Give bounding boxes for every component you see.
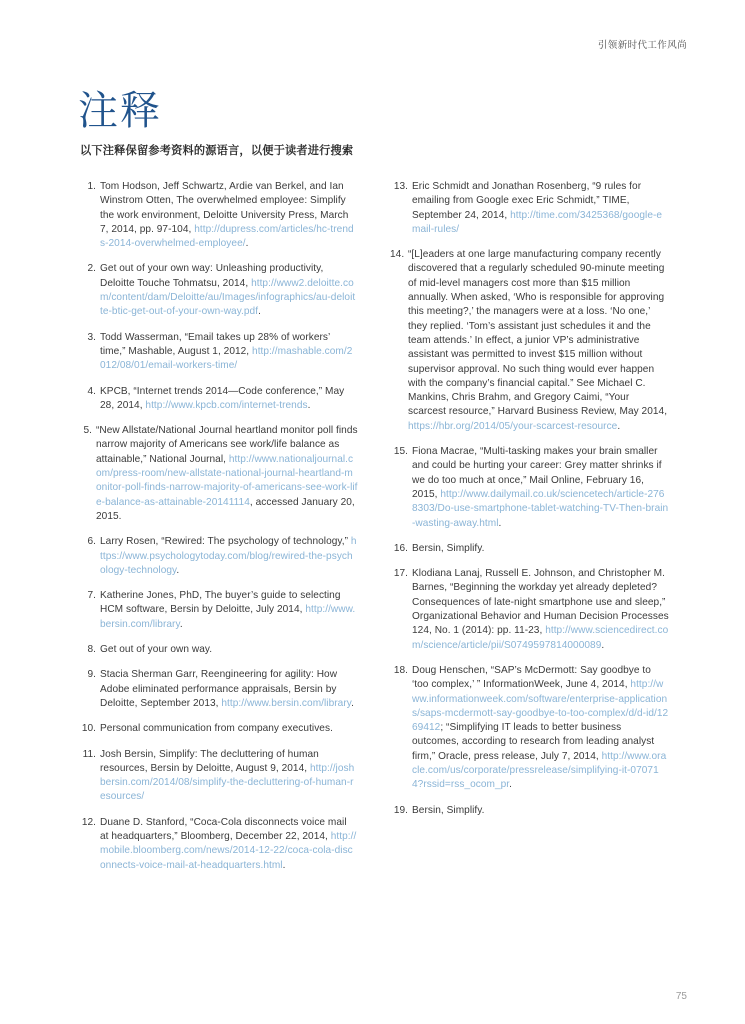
note-citation-tail: ; “Simplifying IT leads to better business outcomes, according to research from leading analyst firm,” Oracle, press release, July 7, 2014, <box>412 722 655 762</box>
note-number: 1. <box>87 181 96 192</box>
note-url-link[interactable]: https://www.psychologytoday.com/blog/rewired-the-psychology-technology <box>100 536 357 576</box>
note-url-link[interactable]: http://www.kpcb.com/internet-trends <box>145 399 308 411</box>
note-citation-tail: . <box>282 859 286 871</box>
note-number: 2. <box>87 263 96 275</box>
note-number: 19. <box>393 804 408 816</box>
note-number: 12. <box>81 816 96 828</box>
note-text <box>412 567 670 653</box>
note-text <box>100 331 358 374</box>
note-url-link[interactable]: http://www.bersin.com/library <box>100 604 356 630</box>
page-subtitle: 以下注释保留参考资料的源语言，以便于读者进行搜索 <box>80 145 354 157</box>
notes-column-left <box>78 180 358 873</box>
note-url-link[interactable]: http://www2.deloitte.com/content/dam/Deloitte/au/Images/infographics/au-deloitte-btic-get-out-of-your-own-way.pdf <box>100 277 356 318</box>
note-number: 8. <box>87 644 96 656</box>
note-citation-tail: . <box>601 639 605 651</box>
note-url-link[interactable]: http://www.informationweek.com/software/enterprise-applications/saps-mcdermott-say-goodbye-to-too-complex/d/d-id/1269412 <box>412 679 669 734</box>
notes-list-left <box>78 180 358 873</box>
running-header: 引领新时代工作风尚 <box>597 40 687 51</box>
note-url-link[interactable]: https://hbr.org/2014/05/your-scarcest-resource <box>408 420 618 432</box>
note-number: 13. <box>393 181 408 192</box>
note-text <box>100 643 358 657</box>
note-text <box>408 248 670 434</box>
note-citation-text: Bersin, Simplify. <box>412 542 485 554</box>
page-number: 75 <box>675 991 687 1002</box>
note-citation-text: Fiona Macrae, “Multi-tasking makes your brain smaller and could be hurting your career: Grey matter shrinks if we do too much at once,” Mail Online, February 16, 2015, <box>412 446 662 500</box>
note-text <box>412 664 670 793</box>
note-citation-tail: . <box>351 697 354 709</box>
note-url-link[interactable]: http://www.sciencedirect.com/science/article/pii/S0749597814000089 <box>412 625 669 651</box>
note-item <box>78 385 358 414</box>
note-citation-text: KPCB, “Internet trends 2014—Code conference,” May 28, 2014, <box>100 385 345 411</box>
note-item <box>390 804 670 818</box>
note-citation-text: Get out of your own way. <box>100 644 213 656</box>
note-item <box>390 248 670 434</box>
note-url-link[interactable]: http://mashable.com/2012/08/01/email-workers-time/ <box>100 345 353 372</box>
note-number: 14. <box>390 249 405 261</box>
note-item <box>78 722 358 736</box>
note-item <box>78 535 358 578</box>
note-number: 7. <box>87 590 96 602</box>
note-url-link[interactable]: http://joshbersin.com/2014/08/simplify-the-decluttering-of-human-resources/ <box>100 762 355 803</box>
notes-column-right <box>390 180 670 873</box>
note-citation-tail: . <box>258 306 261 318</box>
note-url-link[interactable]: http://mobile.bloomberg.com/news/2014-12-22/coca-cola-disconnects-voice-mail-at-headquarters.html <box>100 830 357 871</box>
note-text <box>100 535 358 578</box>
note-url-link[interactable]: http://www.nationaljournal.com/press-room/new-allstate-national-journal-heartland-monitor-poll-finds-narrow-majority-of-americans-see-work-life-balance-as-attainable-20141114 <box>96 453 358 508</box>
note-number: 5. <box>83 425 92 437</box>
note-number: 3. <box>87 331 96 343</box>
note-citation-tail: . <box>179 618 183 630</box>
note-url-link[interactable]: http://dupress.com/articles/hc-trends-2014-overwhelmed-employee/ <box>100 223 354 250</box>
note-citation-text: “New Allstate/National Journal heartland monitor poll finds narrow majority of Americans see work/life balance as attainable,” National Journal, <box>96 425 358 465</box>
note-text <box>100 180 358 251</box>
note-item <box>78 589 358 632</box>
note-number: 10. <box>81 723 96 735</box>
note-citation-text: Duane D. Stanford, “Coca-Cola disconnects voice mail at headquarters,” Bloomberg, December 22, 2014, <box>100 816 347 842</box>
note-text <box>100 385 358 414</box>
note-text <box>412 180 670 237</box>
note-number: 11. <box>82 748 96 760</box>
note-url-link[interactable]: http://www.bersin.com/library <box>221 697 352 709</box>
note-citation-text: Personal communication from company executives. <box>100 723 333 735</box>
page-title: 注释 <box>78 89 162 133</box>
note-citation-text: Stacia Sherman Garr, Reengineering for agility: How Adobe eliminated performance appraisals, Bersin by Deloitte, September 2013, <box>100 669 338 709</box>
note-citation-text: Klodiana Lanaj, Russell E. Johnson, and Christopher M. Barnes, “Beginning the workday yet already depleted? Consequences of late-night smartphone use and sleep,” Organizational Behavior and Human Decision Processes 124, No. 1 (2014): pp. 11-23, <box>412 568 669 637</box>
note-number: 6. <box>87 536 96 548</box>
note-citation-tail: . <box>498 517 502 529</box>
note-citation-text: Tom Hodson, Jeff Schwartz, Ardie van Berkel, and Ian Winstrom Otten, The overwhelmed employee: Simplify the work environment, Deloitte University Press, March 7, 2014, pp. 97-104, <box>100 181 349 235</box>
note-text <box>96 424 358 524</box>
note-number: 15. <box>393 446 408 458</box>
note-text <box>100 748 358 805</box>
note-item <box>78 262 358 319</box>
note-item <box>78 668 358 711</box>
note-citation-text: Get out of your own way: Unleashing productivity, Deloitte Touche Tohmatsu, 2014, <box>100 263 324 289</box>
note-citation-text: Josh Bersin, Simplify: The decluttering of human resources, Bersin by Deloitte, August 9, 2014, <box>100 748 319 774</box>
note-citation-text: Bersin, Simplify. <box>412 804 485 816</box>
note-text <box>100 722 358 736</box>
notes-columns <box>78 180 670 873</box>
note-item <box>390 567 670 653</box>
note-number: 17. <box>393 568 408 580</box>
note-citation-tail: . <box>617 420 621 432</box>
note-item <box>78 424 358 524</box>
note-number: 18. <box>393 664 408 676</box>
note-number: 9. <box>87 669 96 681</box>
note-citation-tail: , accessed January 20, 2015. <box>96 496 355 522</box>
note-text <box>412 445 670 531</box>
notes-list-right <box>390 180 670 818</box>
note-url-link-secondary[interactable]: http://www.oracle.com/us/corporate/pressrelease/simplifying-it-070714?rssid=rss_ocom_pr <box>412 750 667 791</box>
note-url-link[interactable]: http://time.com/3425368/google-email-rules/ <box>412 209 663 235</box>
note-item <box>390 445 670 531</box>
note-item <box>78 331 358 374</box>
note-citation-tail: . <box>245 238 249 250</box>
note-text <box>100 589 358 632</box>
note-citation-tail: . <box>307 399 311 411</box>
note-text <box>100 262 358 319</box>
note-citation-text: “[L]eaders at one large manufacturing company recently discovered that a regularly scheduled 90-minute meeting of mid-level managers cost more than $15 million annually. When asked, ‘Who is responsible for approving this meeting?,’ the managers were at a loss. ‘No one,’ they replied. ‘Tom’s assistant just schedules it and the team attends.’ In effect, a junior VP’s administrative assistant was permitted to invest $15 million without supervisor approval. No such thing would ever happen with the company’s financial capital.” See Michael C. Mankins, Chris Brahm, and Gregory Caimi, “Your scarcest resource,” Harvard Business Review, May 2014, <box>408 249 668 418</box>
note-item <box>78 748 358 805</box>
note-item <box>78 643 358 657</box>
note-citation-text: Todd Wasserman, “Email takes up 28% of workers’ time,” Mashable, August 1, 2012, <box>100 331 330 357</box>
note-item <box>78 816 358 873</box>
note-number: 4. <box>87 385 96 397</box>
note-item <box>390 542 670 556</box>
note-item <box>390 180 670 237</box>
note-number: 16. <box>393 542 408 554</box>
note-citation-text: Katherine Jones, PhD, The buyer’s guide to selecting HCM software, Bersin by Deloitte, July 2014, <box>100 590 341 616</box>
note-text <box>100 816 358 873</box>
note-url-link[interactable]: http://www.dailymail.co.uk/sciencetech/article-2768303/Do-use-smartphone-tablet-watching-TV-Then-brain-wasting-away.html <box>412 488 669 529</box>
note-text <box>412 542 670 556</box>
note-citation-text: Larry Rosen, “Rewired: The psychology of technology,” <box>100 536 351 548</box>
note-text <box>412 804 670 818</box>
note-text <box>100 668 358 711</box>
note-item <box>390 664 670 793</box>
note-citation-tail: . <box>176 564 180 576</box>
note-citation-text: Doug Henschen, “SAP’s McDermott: Say goodbye to ‘too complex,’ ” InformationWeek, June 4, 2014, <box>412 664 651 691</box>
note-item <box>78 180 358 251</box>
note-citation-text: Eric Schmidt and Jonathan Rosenberg, “9 rules for emailing from Google exec Eric Schmidt,” TIME, September 24, 2014, <box>412 181 642 221</box>
title-block <box>78 88 353 158</box>
note-citation-tail-secondary: . <box>509 779 513 791</box>
